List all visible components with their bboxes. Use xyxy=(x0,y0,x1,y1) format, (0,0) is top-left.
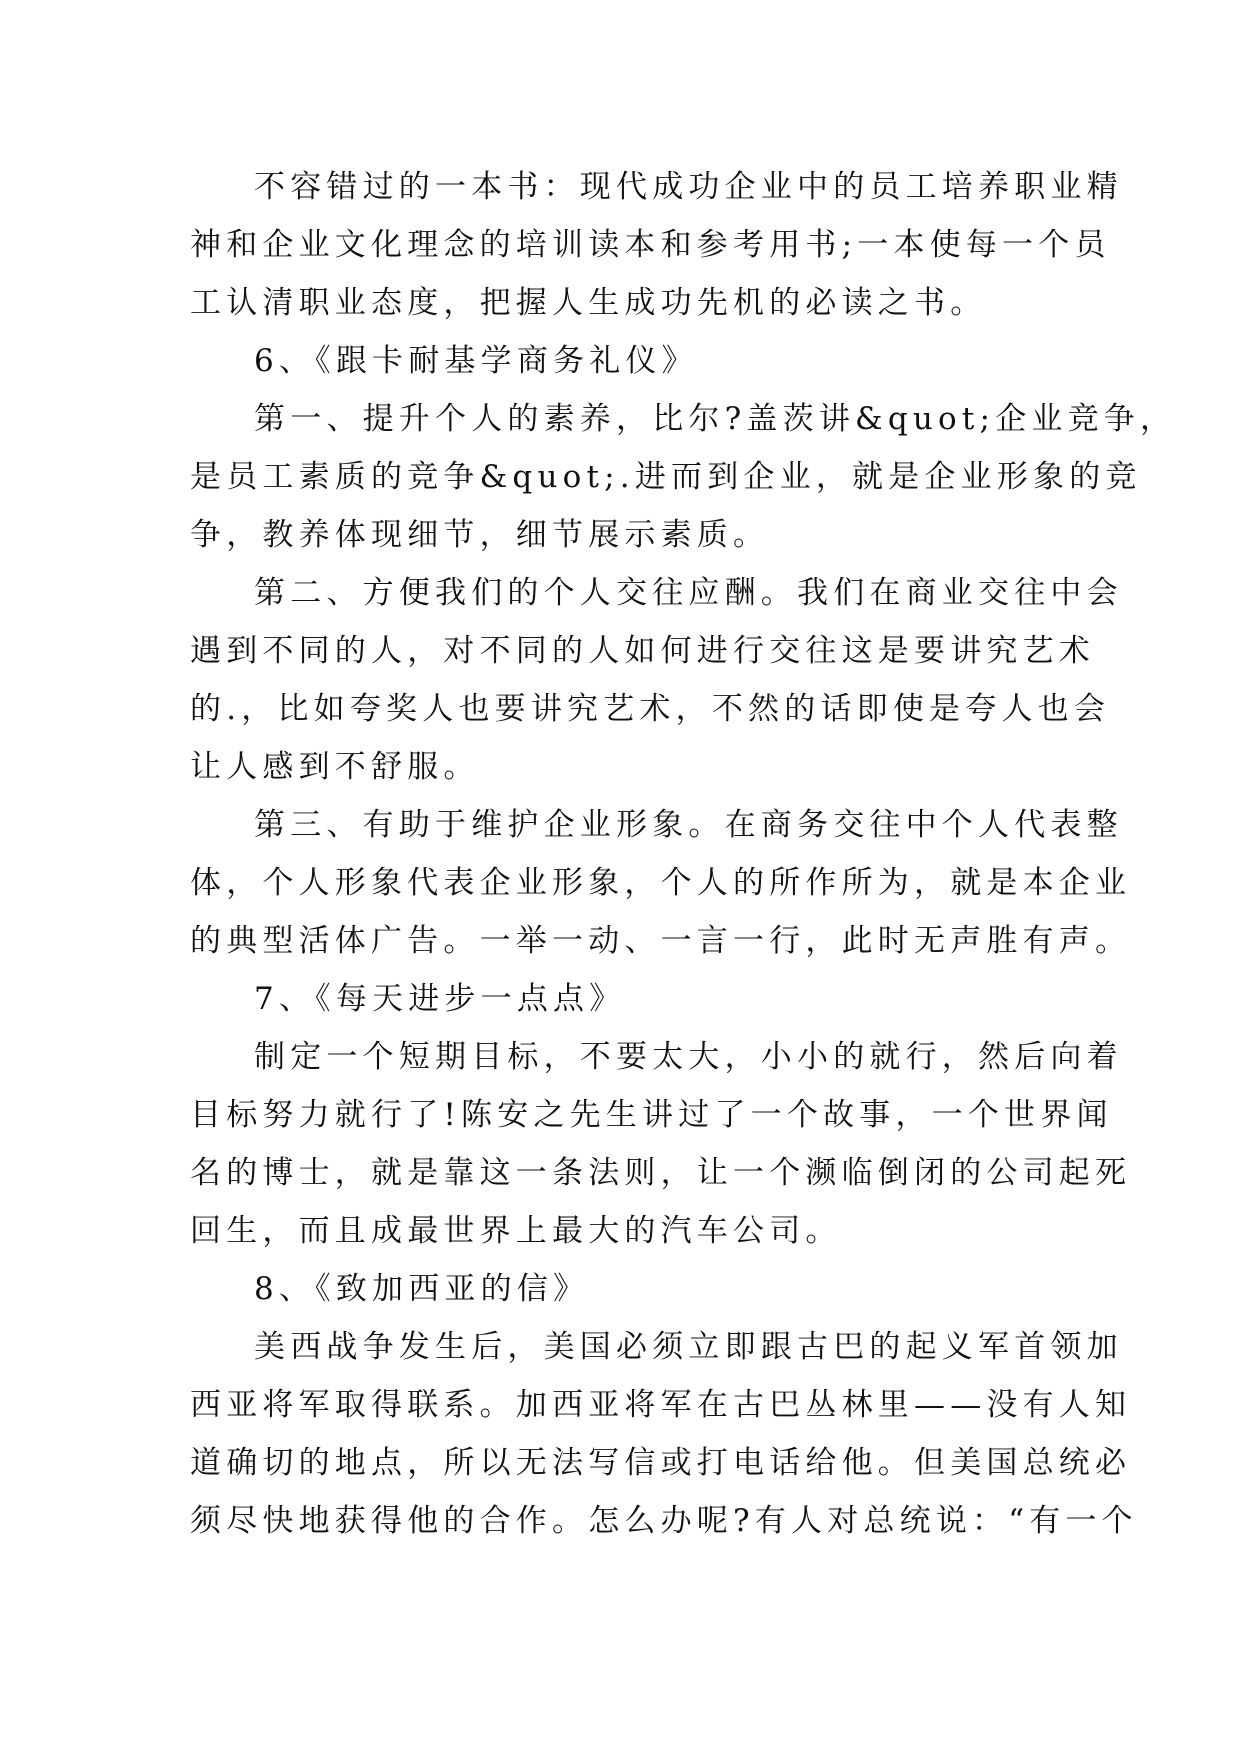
paragraph-line: 的典型活体广告。一举一动、一言一行，此时无声胜有声。 xyxy=(190,923,1132,959)
paragraph-line: 体，个人形象代表企业形象，个人的所作所为，就是本企业 xyxy=(190,865,1132,901)
paragraph-line: 不容错过的一本书：现代成功企业中的员工培养职业精 xyxy=(254,169,1123,205)
paragraph-line: 制定一个短期目标，不要太大，小小的就行，然后向着 xyxy=(254,1039,1123,1075)
paragraph-line: 遇到不同的人，对不同的人如何进行交往这是要讲究艺术 xyxy=(190,633,1095,669)
paragraph-line: 第一、提升个人的素养，比尔?盖茨讲&quot;企业竞争， xyxy=(254,401,1177,437)
paragraph-line: 美西战争发生后，美国必须立即跟古巴的起义军首领加 xyxy=(254,1329,1123,1365)
paragraph-line: 让人感到不舒服。 xyxy=(190,749,480,785)
paragraph-line: 西亚将军取得联系。加西亚将军在古巴丛林里——没有人知 xyxy=(190,1387,1132,1423)
section-heading: 7、《每天进步一点点》 xyxy=(254,981,626,1017)
document-body xyxy=(190,158,1177,1550)
paragraph-line: 道确切的地点，所以无法写信或打电话给他。但美国总统必 xyxy=(190,1445,1132,1481)
paragraph-line: 目标努力就行了!陈安之先生讲过了一个故事，一个世界闻 xyxy=(190,1097,1113,1133)
paragraph-line: 须尽快地获得他的合作。怎么办呢?有人对总统说：“有一个 xyxy=(190,1503,1138,1539)
paragraph-line: 第三、有助于维护企业形象。在商务交往中个人代表整 xyxy=(254,807,1123,843)
paragraph-line: 是员工素质的竞争&quot;.进而到企业，就是企业形象的竞 xyxy=(190,459,1142,495)
paragraph-line: 神和企业文化理念的培训读本和参考用书;一本使每一个员 xyxy=(190,227,1111,263)
paragraph-line: 争，教养体现细节，细节展示素质。 xyxy=(190,517,770,553)
section-heading: 8、《致加西亚的信》 xyxy=(254,1271,590,1307)
paragraph-line: 工认清职业态度，把握人生成功先机的必读之书。 xyxy=(190,285,987,321)
paragraph-line: 名的博士，就是靠这一条法则，让一个濒临倒闭的公司起死 xyxy=(190,1155,1132,1191)
paragraph-line: 第二、方便我们的个人交往应酬。我们在商业交往中会 xyxy=(254,575,1123,611)
paragraph-line: 回生，而且成最世界上最大的汽车公司。 xyxy=(190,1213,842,1249)
section-heading: 6、《跟卡耐基学商务礼仪》 xyxy=(254,343,698,379)
paragraph-line: 的.，比如夸奖人也要讲究艺术，不然的话即使是夸人也会 xyxy=(190,691,1111,727)
